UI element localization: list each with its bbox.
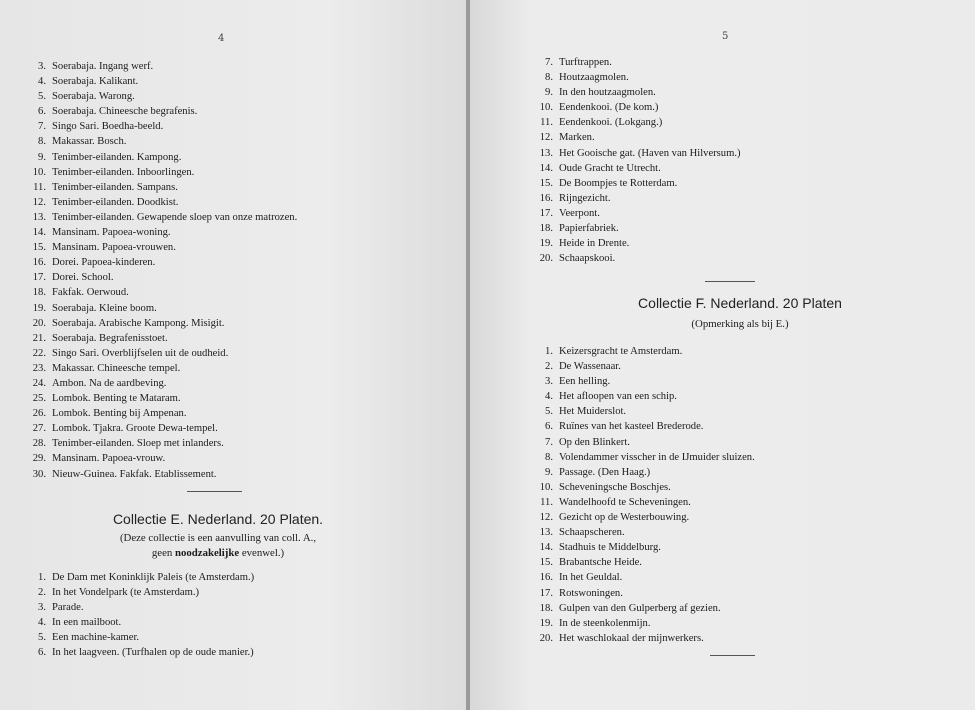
item-number: 8. — [545, 72, 553, 84]
item-number: 17. — [32, 272, 46, 284]
item-number: 13. — [539, 527, 553, 539]
list-item — [527, 55, 967, 70]
list-item — [20, 570, 460, 585]
item-text: Mansinam. Papoea-vrouw. — [52, 453, 166, 465]
list-item — [527, 115, 967, 130]
list-item — [20, 195, 460, 210]
item-number: 27. — [32, 423, 46, 435]
item-number: 20. — [539, 632, 553, 644]
list-item — [20, 361, 460, 376]
list-item — [527, 146, 967, 161]
item-text: In het laagveen. (Turfhalen op de oude manier.) — [52, 647, 254, 659]
item-list — [20, 59, 460, 482]
item-text: Tenimber-eilanden. Doodkist. — [52, 196, 179, 208]
item-number: 3. — [38, 602, 46, 614]
item-number: 20. — [32, 317, 46, 329]
item-number: 14. — [539, 542, 553, 554]
item-number: 6. — [38, 647, 46, 659]
item-number: 20. — [539, 253, 553, 265]
item-text: Tenimber-eilanden. Inboorlingen. — [52, 166, 195, 178]
list-item — [20, 615, 460, 630]
item-number: 18. — [539, 602, 553, 614]
list-item — [20, 645, 460, 660]
item-text: Dorei. School. — [52, 272, 114, 284]
section-item-list — [527, 344, 967, 646]
item-number: 8. — [545, 451, 553, 463]
item-number: 12. — [539, 512, 553, 524]
list-item — [20, 104, 460, 119]
section-note: (Deze collectie is een aanvulling van coll. A., — [119, 532, 317, 544]
item-text: In het Vondelpark (te Amsterdam.) — [52, 587, 200, 599]
list-item — [527, 510, 967, 525]
item-text: Eendenkooi. (De kom.) — [559, 102, 659, 114]
item-text: Volendammer visscher in de IJmuider sluizen. — [559, 451, 755, 463]
item-text: Passage. (Den Haag.) — [559, 466, 651, 478]
item-number: 11. — [540, 117, 553, 129]
item-text: Veerpont. — [559, 207, 600, 219]
item-number: 3. — [38, 61, 46, 72]
item-text: Rijngezicht. — [559, 192, 611, 204]
list-item — [20, 421, 460, 436]
list-item — [527, 450, 967, 465]
item-number: 17. — [539, 587, 553, 599]
list-item — [527, 374, 967, 389]
list-item — [20, 301, 460, 316]
item-number: 9. — [38, 151, 46, 163]
item-text: Op den Blinkert. — [559, 436, 630, 448]
item-text: Een helling. — [559, 376, 611, 388]
list-item — [527, 130, 967, 145]
page-number: 5 — [722, 31, 729, 42]
item-text: Dorei. Papoea-kinderen. — [52, 257, 156, 269]
list-item — [527, 601, 967, 616]
right-page — [470, 0, 975, 710]
item-text: Oude Gracht te Utrecht. — [559, 162, 661, 174]
item-number: 25. — [32, 393, 46, 405]
item-text: Eendenkooi. (Lokgang.) — [559, 117, 663, 129]
item-text: Soerabaja. Begrafenisstoet. — [52, 332, 168, 344]
item-text: Mansinam. Papoea-vrouwen. — [52, 242, 176, 254]
item-number: 9. — [545, 466, 553, 478]
item-number: 3. — [545, 376, 553, 388]
list-item — [20, 316, 460, 331]
item-text: Makassar. Chineesche tempel. — [52, 362, 181, 374]
list-item — [527, 586, 967, 601]
list-item — [527, 359, 967, 374]
list-item — [527, 389, 967, 404]
item-number: 28. — [32, 438, 46, 450]
page-number: 4 — [218, 33, 225, 44]
item-text: Het Gooische gat. (Haven van Hilversum.) — [559, 147, 741, 159]
section-heading: Collectie F. Nederland. 20 Platen — [638, 295, 842, 311]
item-text: Het Muiderslot. — [559, 406, 627, 418]
section-note: geen noodzakelijke evenwel.) — [151, 547, 285, 559]
item-text: Nieuw-Guinea. Fakfak. Etablissement. — [52, 468, 217, 480]
item-number: 24. — [32, 377, 46, 389]
list-item — [527, 191, 967, 206]
list-item — [527, 495, 967, 510]
item-number: 1. — [38, 572, 46, 583]
list-item — [527, 616, 967, 631]
list-item — [527, 176, 967, 191]
item-text: In het Geuldal. — [559, 572, 623, 584]
divider — [710, 655, 755, 656]
item-number: 17. — [539, 207, 553, 219]
item-number: 7. — [38, 121, 46, 133]
item-text: Tenimber-eilanden. Sampans. — [52, 181, 178, 193]
item-number: 11. — [33, 181, 46, 193]
item-number: 14. — [32, 227, 46, 239]
item-number: 23. — [32, 362, 46, 374]
item-number: 19. — [32, 302, 46, 314]
item-text: Soerabaja. Kalikant. — [52, 76, 139, 88]
list-item — [20, 134, 460, 149]
list-item — [527, 465, 967, 480]
divider — [705, 281, 755, 282]
item-text: Singo Sari. Overblijfselen uit de oudheid. — [52, 347, 229, 359]
list-item — [527, 344, 967, 359]
item-text: De Dam met Koninklijk Paleis (te Amsterdam.) — [52, 572, 255, 583]
item-text: Lombok. Benting bij Ampenan. — [52, 408, 187, 420]
list-item — [527, 540, 967, 555]
list-item — [20, 150, 460, 165]
item-text: Brabantsche Heide. — [559, 557, 642, 569]
list-item — [20, 467, 460, 482]
list-item — [20, 165, 460, 180]
item-text: Heide in Drente. — [559, 238, 630, 250]
item-number: 13. — [32, 211, 46, 223]
list-item — [20, 210, 460, 225]
list-item — [527, 85, 967, 100]
item-number: 13. — [539, 147, 553, 159]
list-item — [20, 391, 460, 406]
item-number: 19. — [539, 238, 553, 250]
item-text: Gezicht op de Westerbouwing. — [559, 512, 690, 524]
item-number: 4. — [545, 391, 553, 403]
list-item — [527, 480, 967, 495]
item-number: 26. — [32, 408, 46, 420]
item-text: Tenimber-eilanden. Gewapende sloep van onze matrozen. — [52, 211, 298, 223]
item-text: In de steenkolenmijn. — [559, 617, 651, 629]
item-text: Turftrappen. — [559, 57, 612, 68]
item-number: 16. — [539, 572, 553, 584]
item-number: 5. — [38, 91, 46, 103]
item-text: Tenimber-eilanden. Kampong. — [52, 151, 182, 163]
item-text: Lombok. Benting te Mataram. — [52, 393, 181, 405]
item-text: Marken. — [559, 132, 595, 144]
list-item — [527, 404, 967, 419]
item-number: 5. — [38, 632, 46, 644]
item-number: 30. — [32, 468, 46, 480]
item-number: 8. — [38, 136, 46, 148]
item-text: Het afloopen van een schip. — [559, 391, 677, 403]
list-item — [20, 451, 460, 466]
item-number: 6. — [38, 106, 46, 118]
list-item — [20, 74, 460, 89]
left-page — [0, 0, 468, 710]
list-item — [527, 555, 967, 570]
list-item — [20, 240, 460, 255]
list-item — [527, 435, 967, 450]
item-text: Ruïnes van het kasteel Brederode. — [559, 421, 704, 433]
item-number: 12. — [32, 196, 46, 208]
item-number: 6. — [545, 421, 553, 433]
list-item — [527, 570, 967, 585]
item-text: Rotswoningen. — [559, 587, 623, 599]
item-number: 22. — [32, 347, 46, 359]
item-number: 18. — [32, 287, 46, 299]
item-text: Soerabaja. Kleine boom. — [52, 302, 157, 314]
item-number: 4. — [38, 617, 46, 629]
item-text: Mansinam. Papoea-woning. — [52, 227, 171, 239]
list-item — [527, 161, 967, 176]
item-text: Soerabaja. Ingang werf. — [52, 61, 154, 72]
section-item-list — [20, 570, 460, 661]
item-number: 19. — [539, 617, 553, 629]
item-number: 16. — [539, 192, 553, 204]
item-text: Het waschlokaal der mijnwerkers. — [559, 632, 704, 644]
item-text: Papierfabriek. — [559, 223, 619, 235]
list-item — [527, 221, 967, 236]
item-text: De Boompjes te Rotterdam. — [559, 177, 678, 189]
item-number: 15. — [539, 557, 553, 569]
list-item — [20, 600, 460, 615]
item-text: In den houtzaagmolen. — [559, 87, 656, 99]
item-text: Lombok. Tjakra. Groote Dewa-tempel. — [52, 423, 218, 435]
item-text: Scheveningsche Boschjes. — [559, 481, 671, 493]
item-number: 4. — [38, 76, 46, 88]
item-number: 14. — [539, 162, 553, 174]
list-item — [527, 251, 967, 266]
item-number: 9. — [545, 87, 553, 99]
item-number: 29. — [32, 453, 46, 465]
item-number: 5. — [545, 406, 553, 418]
list-item — [527, 525, 967, 540]
item-text: Parade. — [52, 602, 84, 614]
list-item — [20, 346, 460, 361]
section-heading: Collectie E. Nederland. 20 Platen. — [112, 511, 324, 527]
item-text: Makassar. Bosch. — [52, 136, 127, 148]
section-note: (Opmerking als bij E.) — [691, 318, 789, 330]
item-number: 2. — [545, 361, 553, 373]
item-text: Soerabaja. Arabische Kampong. Misigit. — [52, 317, 225, 329]
item-number: 7. — [545, 436, 553, 448]
item-number: 7. — [545, 57, 553, 68]
item-text: Schaapscheren. — [559, 527, 625, 539]
item-text: Soerabaja. Chineesche begrafenis. — [52, 106, 198, 118]
list-item — [20, 406, 460, 421]
item-number: 1. — [545, 346, 553, 357]
list-item — [527, 206, 967, 221]
item-number: 10. — [539, 481, 553, 493]
list-item — [20, 59, 460, 74]
list-item — [20, 376, 460, 391]
item-text: De Wassenaar. — [559, 361, 621, 373]
list-item — [20, 585, 460, 600]
item-number: 11. — [540, 496, 553, 508]
list-item — [527, 419, 967, 434]
list-item — [20, 630, 460, 645]
item-text: Ambon. Na de aardbeving. — [52, 377, 167, 389]
list-item — [20, 331, 460, 346]
item-text: Een machine-kamer. — [52, 632, 140, 644]
list-item — [527, 631, 967, 646]
list-item — [20, 285, 460, 300]
item-number: 15. — [32, 242, 46, 254]
item-list — [527, 55, 967, 266]
list-item — [527, 236, 967, 251]
list-item — [20, 436, 460, 451]
item-number: 10. — [32, 166, 46, 178]
item-number: 18. — [539, 223, 553, 235]
divider — [187, 491, 242, 492]
item-text: Soerabaja. Warong. — [52, 91, 135, 103]
list-item — [20, 270, 460, 285]
list-item — [20, 225, 460, 240]
item-text: Fakfak. Oerwoud. — [52, 287, 129, 299]
list-item — [20, 180, 460, 195]
item-text: Tenimber-eilanden. Sloep met inlanders. — [52, 438, 224, 450]
item-text: In een mailboot. — [52, 617, 122, 629]
list-item — [527, 70, 967, 85]
item-number: 12. — [539, 132, 553, 144]
list-item — [20, 255, 460, 270]
item-text: Houtzaagmolen. — [559, 72, 629, 84]
item-text: Schaapskooi. — [559, 253, 616, 265]
item-text: Wandelhoofd te Scheveningen. — [559, 496, 691, 508]
item-text: Stadhuis te Middelburg. — [559, 542, 661, 554]
item-number: 2. — [38, 587, 46, 599]
item-text: Keizersgracht te Amsterdam. — [559, 346, 683, 357]
item-text: Singo Sari. Boedha-beeld. — [52, 121, 164, 133]
list-item — [20, 119, 460, 134]
item-number: 15. — [539, 177, 553, 189]
item-number: 21. — [32, 332, 46, 344]
list-item — [527, 100, 967, 115]
item-number: 10. — [539, 102, 553, 114]
item-text: Gulpen van den Gulperberg af gezien. — [559, 602, 721, 614]
item-number: 16. — [32, 257, 46, 269]
list-item — [20, 89, 460, 104]
